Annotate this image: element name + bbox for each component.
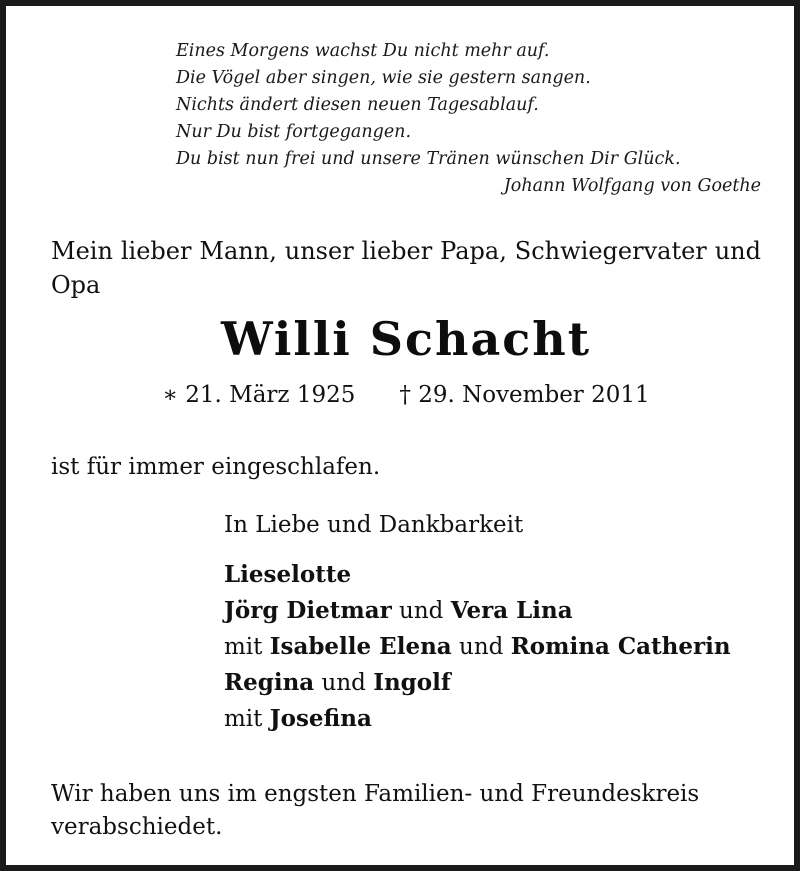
mourner-line bbox=[224, 629, 784, 665]
mourner-name: Lieselotte bbox=[224, 561, 352, 588]
life-dates bbox=[6, 378, 800, 412]
intro-text: Mein lieber Mann, unser lieber Papa, Schwiegervater und Opa bbox=[51, 237, 761, 299]
goethe-poem bbox=[176, 38, 761, 200]
poem-author: Johann Wolfgang von Goethe bbox=[503, 176, 761, 196]
poem-line: Nur Du bist fortgegangen. bbox=[176, 122, 412, 142]
birth-date: ∗ 21. März 1925 bbox=[162, 382, 356, 408]
mourner-line bbox=[224, 665, 784, 701]
poem-line: Die Vögel aber singen, wie sie gestern sangen. bbox=[176, 68, 591, 88]
prefix: mit bbox=[224, 634, 263, 660]
deceased-name: Willi Schacht bbox=[221, 312, 591, 366]
poem-line: Du bist nun frei und unsere Tränen wünschen Dir Glück. bbox=[176, 149, 681, 169]
prefix: mit bbox=[224, 706, 263, 732]
death-date: † 29. November 2011 bbox=[399, 382, 650, 408]
conjunction: und bbox=[321, 670, 366, 696]
mourner-name: Isabelle Elena bbox=[269, 633, 452, 660]
mourner-name: Josefina bbox=[269, 705, 372, 732]
conjunction: und bbox=[399, 598, 444, 624]
mourner-name: Vera Lina bbox=[450, 597, 573, 624]
mourner-name: Regina bbox=[224, 669, 315, 696]
mourners-block bbox=[224, 508, 784, 737]
signoff-text: In Liebe und Dankbarkeit bbox=[224, 512, 524, 538]
poem-line: Eines Morgens wachst Du nicht mehr auf. bbox=[176, 41, 550, 61]
farewell-text: Wir haben uns im engsten Familien- und Freundeskreis verabschiedet. bbox=[51, 781, 700, 840]
statement-text: ist für immer eingeschlafen. bbox=[51, 454, 381, 480]
mourner-name: Jörg Dietmar bbox=[224, 597, 392, 624]
mourner-line bbox=[224, 701, 784, 737]
mourner-name: Ingolf bbox=[373, 669, 451, 696]
mourner-line bbox=[224, 593, 784, 629]
conjunction: und bbox=[459, 634, 504, 660]
poem-line: Nichts ändert diesen neuen Tagesablauf. bbox=[176, 95, 539, 115]
mourner-name: Romina Catherin bbox=[510, 633, 731, 660]
mourner-line bbox=[224, 557, 784, 593]
